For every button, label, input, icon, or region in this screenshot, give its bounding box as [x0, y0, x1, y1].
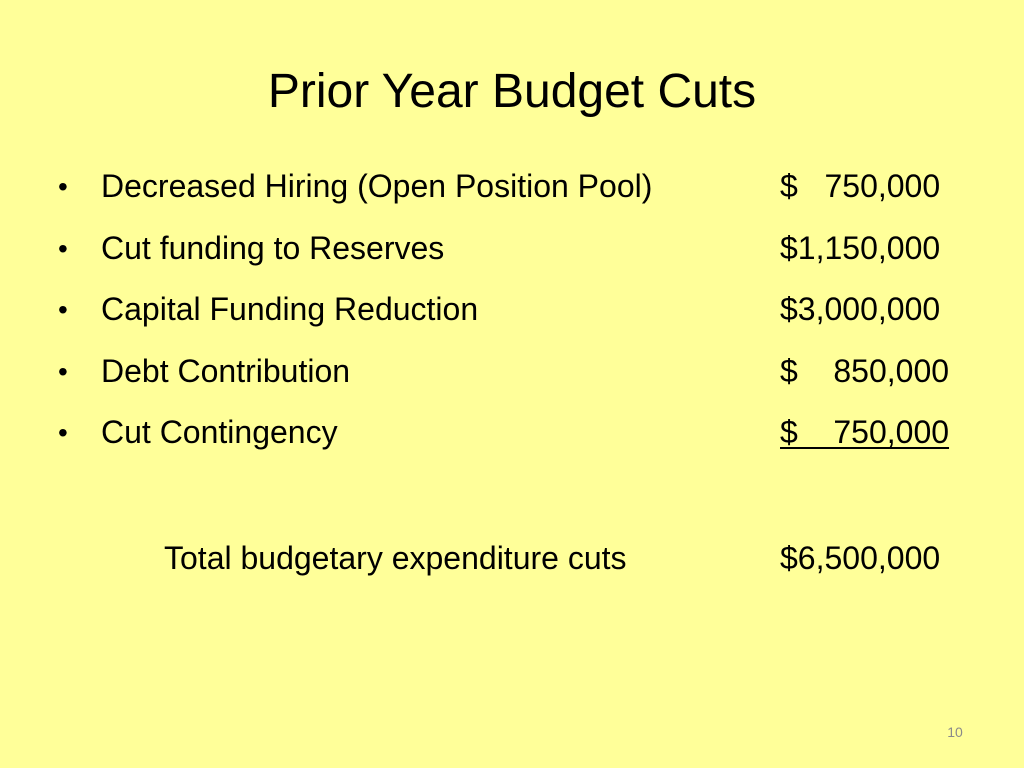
list-item [58, 279, 998, 341]
budget-cuts-list [58, 156, 998, 464]
list-item [58, 156, 998, 218]
list-item [58, 402, 998, 464]
item-amount: $ 750,000 [780, 414, 950, 450]
item-label: Cut funding to Reserves [101, 229, 445, 266]
item-label: Capital Funding Reduction [101, 291, 479, 327]
bullet-icon: • [58, 294, 68, 325]
total-label: Total budgetary expenditure cuts [164, 540, 627, 576]
item-amount: $ 750,000 [780, 168, 941, 204]
total-row [0, 528, 1024, 588]
bullet-icon: • [58, 417, 68, 448]
page-number: 10 [947, 724, 963, 740]
list-item [58, 341, 998, 403]
list-item [58, 218, 998, 280]
slide-title: Prior Year Budget Cuts [267, 65, 757, 118]
item-amount: $1,150,000 [780, 229, 941, 266]
total-amount: $6,500,000 [780, 540, 941, 576]
bullet-icon: • [58, 232, 68, 264]
item-label: Debt Contribution [101, 352, 351, 389]
item-label: Cut Contingency [101, 414, 338, 450]
bullet-icon: • [58, 171, 68, 202]
item-label: Decreased Hiring (Open Position Pool) [101, 168, 653, 204]
item-amount: $ 850,000 [780, 352, 950, 389]
item-amount: $3,000,000 [780, 291, 941, 327]
bullet-icon: • [58, 355, 68, 387]
